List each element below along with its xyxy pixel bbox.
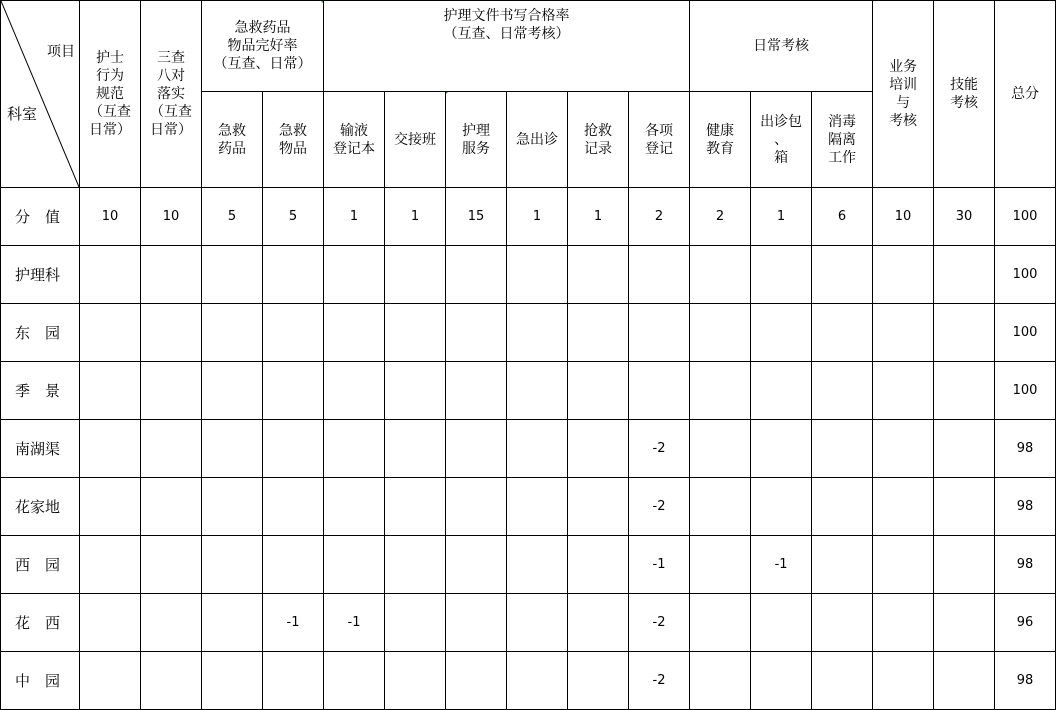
- table-cell: [507, 594, 568, 652]
- subheader-shift-handover: 交接班: [385, 92, 446, 188]
- table-cell: [263, 536, 324, 594]
- score-cell: 10: [141, 188, 202, 246]
- table-cell: [934, 652, 995, 710]
- table-cell: [873, 246, 934, 304]
- table-cell: [324, 246, 385, 304]
- table-cell: [202, 420, 263, 478]
- row-label: 南湖渠: [1, 420, 80, 478]
- table-cell: 100: [995, 362, 1056, 420]
- table-cell: [141, 362, 202, 420]
- table-cell: -1: [629, 536, 690, 594]
- table-cell: [690, 478, 751, 536]
- table-cell: [873, 362, 934, 420]
- table-cell: [751, 304, 812, 362]
- comment-marker: [320, 1, 324, 5]
- table-row: [1, 478, 1056, 536]
- table-cell: [80, 304, 141, 362]
- table-cell: [934, 246, 995, 304]
- table-cell: [690, 536, 751, 594]
- row-label: 东 园: [1, 304, 80, 362]
- table-cell: [80, 536, 141, 594]
- table-cell: [141, 420, 202, 478]
- table-cell: [263, 246, 324, 304]
- header-daily-assessment: 日常考核: [690, 1, 873, 92]
- table-cell: [446, 594, 507, 652]
- table-cell: [507, 478, 568, 536]
- table-cell: [812, 536, 873, 594]
- table-cell: [80, 594, 141, 652]
- table-cell: 98: [995, 652, 1056, 710]
- row-label: 分 值: [1, 188, 80, 246]
- table-cell: [80, 420, 141, 478]
- table-cell: [385, 536, 446, 594]
- corner-item-label: 项目: [47, 44, 75, 60]
- row-label: 中 园: [1, 652, 80, 710]
- table-cell: [812, 652, 873, 710]
- table-cell: [141, 594, 202, 652]
- table-cell: [934, 362, 995, 420]
- table-cell: [141, 652, 202, 710]
- table-cell: [690, 362, 751, 420]
- table-row: [1, 304, 1056, 362]
- table-cell: [568, 304, 629, 362]
- score-cell: 2: [690, 188, 751, 246]
- table-cell: [690, 594, 751, 652]
- table-cell: [507, 420, 568, 478]
- table-row: [1, 420, 1056, 478]
- table-cell: [690, 246, 751, 304]
- header-training: 业务 培训 与 考核: [873, 1, 934, 188]
- score-cell: 10: [873, 188, 934, 246]
- header-skills: 技能 考核: [934, 1, 995, 188]
- table-cell: [202, 246, 263, 304]
- table-row: [1, 652, 1056, 710]
- header-nursing-documents: 护理文件书写合格率 （互查、日常考核）: [324, 1, 690, 92]
- table-cell: 96: [995, 594, 1056, 652]
- table-cell: [934, 594, 995, 652]
- subheader-emergency-drugs: 急救 药品: [202, 92, 263, 188]
- table-cell: [812, 304, 873, 362]
- row-label: 花 西: [1, 594, 80, 652]
- table-cell: [446, 536, 507, 594]
- table-cell: -2: [629, 478, 690, 536]
- table-cell: [385, 362, 446, 420]
- table-cell: [446, 304, 507, 362]
- table-cell: [446, 362, 507, 420]
- table-cell: [141, 536, 202, 594]
- header-row-1: [1, 1, 1056, 92]
- table-row: [1, 246, 1056, 304]
- table-cell: [202, 652, 263, 710]
- subheader-nursing-service: [446, 92, 507, 188]
- score-cell: 10: [80, 188, 141, 246]
- table-cell: [446, 478, 507, 536]
- score-cell: 1: [568, 188, 629, 246]
- table-cell: [690, 420, 751, 478]
- table-cell: [934, 420, 995, 478]
- table-cell: [507, 362, 568, 420]
- table-cell: [568, 362, 629, 420]
- table-cell: 98: [995, 536, 1056, 594]
- table-cell: [873, 304, 934, 362]
- table-cell: 100: [995, 304, 1056, 362]
- score-cell: 1: [385, 188, 446, 246]
- table-cell: [324, 420, 385, 478]
- table-cell: [751, 362, 812, 420]
- table-cell: [873, 652, 934, 710]
- table-cell: [812, 246, 873, 304]
- table-cell: [141, 246, 202, 304]
- table-cell: [751, 246, 812, 304]
- department-rows: [1, 246, 1056, 710]
- table-cell: [263, 420, 324, 478]
- score-cell: 5: [263, 188, 324, 246]
- table-cell: [80, 478, 141, 536]
- table-cell: [751, 652, 812, 710]
- subheader-registers: 各项 登记: [629, 92, 690, 188]
- table-cell: -2: [629, 594, 690, 652]
- table-cell: [812, 594, 873, 652]
- table-cell: -1: [263, 594, 324, 652]
- table-cell: [568, 246, 629, 304]
- table-cell: [873, 594, 934, 652]
- row-label: 护理科: [1, 246, 80, 304]
- table-cell: -1: [324, 594, 385, 652]
- table-cell: [324, 652, 385, 710]
- table-cell: [873, 478, 934, 536]
- table-cell: [446, 652, 507, 710]
- table-cell: [507, 246, 568, 304]
- table-cell: [568, 478, 629, 536]
- table-cell: [385, 420, 446, 478]
- table-cell: 98: [995, 478, 1056, 536]
- table-cell: [263, 304, 324, 362]
- table-cell: [934, 304, 995, 362]
- score-cell: 30: [934, 188, 995, 246]
- table-cell: [263, 362, 324, 420]
- table-cell: [263, 652, 324, 710]
- table-cell: [446, 246, 507, 304]
- comment-marker: [446, 92, 450, 96]
- table-cell: [80, 652, 141, 710]
- corner-dept-label: 科室: [7, 105, 38, 123]
- table-row: [1, 536, 1056, 594]
- table-cell: [812, 478, 873, 536]
- table-cell: [202, 594, 263, 652]
- row-label: 西 园: [1, 536, 80, 594]
- subheader-emergency-items: 急救 物品: [263, 92, 324, 188]
- header-emergency-supplies-text: 急救药品 物品完好率 （互查、日常）: [213, 20, 312, 72]
- corner-cell: [1, 1, 80, 188]
- table-cell: [385, 304, 446, 362]
- table-cell: -2: [629, 420, 690, 478]
- score-cell: 6: [812, 188, 873, 246]
- header-total: 总分: [995, 1, 1056, 188]
- table-cell: [568, 594, 629, 652]
- score-cell: 2: [629, 188, 690, 246]
- table-cell: [751, 478, 812, 536]
- table-cell: [751, 594, 812, 652]
- score-cell: 15: [446, 188, 507, 246]
- table-cell: [934, 536, 995, 594]
- table-cell: [812, 420, 873, 478]
- table-cell: -1: [751, 536, 812, 594]
- table-cell: [568, 536, 629, 594]
- table-cell: [385, 652, 446, 710]
- table-cell: [324, 362, 385, 420]
- row-label: 花家地: [1, 478, 80, 536]
- score-cell: 1: [507, 188, 568, 246]
- table-cell: [446, 420, 507, 478]
- table-cell: [690, 652, 751, 710]
- subheader-emergency-call: 急出诊: [507, 92, 568, 188]
- table-cell: [934, 478, 995, 536]
- table-cell: [202, 362, 263, 420]
- table-cell: [568, 652, 629, 710]
- table-cell: [80, 362, 141, 420]
- subheader-health-education: 健康 教育: [690, 92, 751, 188]
- table-cell: [202, 304, 263, 362]
- table-cell: [385, 478, 446, 536]
- subheader-disinfection: 消毒 隔离 工作: [812, 92, 873, 188]
- table-cell: [324, 478, 385, 536]
- score-row: [1, 188, 1056, 246]
- subheader-infusion-register: 输液 登记本: [324, 92, 385, 188]
- score-cell: 1: [324, 188, 385, 246]
- header-three-checks: 三查 八对 落实 （互查 日常）: [141, 1, 202, 188]
- table-cell: 100: [995, 246, 1056, 304]
- subheader-rescue-record: 抢救 记录: [568, 92, 629, 188]
- table-cell: [629, 246, 690, 304]
- table-cell: [141, 478, 202, 536]
- table-cell: [629, 304, 690, 362]
- table-cell: [80, 246, 141, 304]
- header-emergency-supplies: [202, 1, 324, 92]
- subheader-visit-kit: 出诊包 、 箱: [751, 92, 812, 188]
- table-cell: [263, 478, 324, 536]
- score-cell: 1: [751, 188, 812, 246]
- table-cell: [141, 304, 202, 362]
- table-row: [1, 362, 1056, 420]
- subheader-nursing-service-text: 护理 服务: [462, 122, 490, 157]
- table-cell: [324, 304, 385, 362]
- table-cell: 98: [995, 420, 1056, 478]
- score-cell: 100: [995, 188, 1056, 246]
- table-cell: [568, 420, 629, 478]
- table-cell: [812, 362, 873, 420]
- table-cell: [202, 478, 263, 536]
- table-cell: [507, 304, 568, 362]
- table-cell: [751, 420, 812, 478]
- table-cell: [629, 362, 690, 420]
- table-cell: [385, 246, 446, 304]
- table-row: [1, 594, 1056, 652]
- table-cell: [324, 536, 385, 594]
- table-cell: [507, 652, 568, 710]
- row-label: 季 景: [1, 362, 80, 420]
- table-cell: [690, 304, 751, 362]
- table-cell: [202, 536, 263, 594]
- table-cell: [873, 420, 934, 478]
- score-cell: 5: [202, 188, 263, 246]
- table-cell: [507, 536, 568, 594]
- table-cell: -2: [629, 652, 690, 710]
- table-cell: [385, 594, 446, 652]
- header-conduct: 护士 行为 规范 （互查 日常）: [80, 1, 141, 188]
- table-cell: [873, 536, 934, 594]
- diagonal-line: [1, 1, 79, 187]
